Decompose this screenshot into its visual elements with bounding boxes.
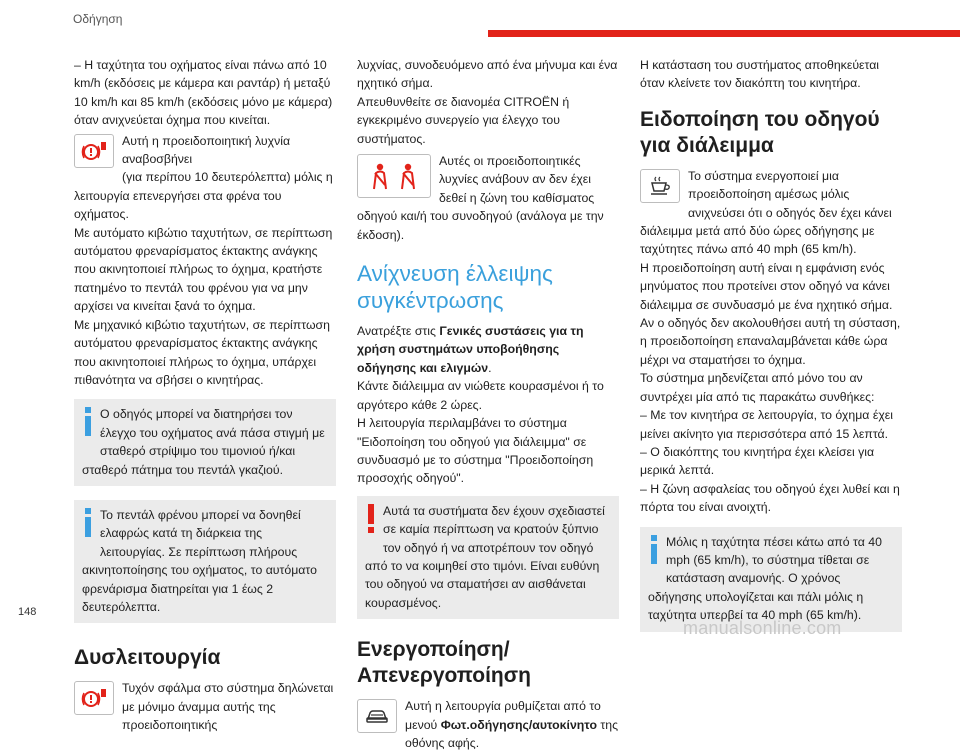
message-paragraph: Η προειδοποίηση αυτή είναι η εμφάνιση ενός μηνύματος που προτείνει στον οδηγό να κάνει διάλειμμα σε συνδυασμό με ένα ηχητικό σήμα.: [640, 260, 893, 312]
warning-note-fatigue-text: Αυτά τα συστήματα δεν έχουν σχεδιαστεί σε καμία περίπτωση να κρατούν ξύπνιο τον οδηγό ή να αποτρέπουν τον οδηγό από το να κοιμηθεί στο τιμόνι. Είναι ευθύνη του οδηγού να σταματήσει αν αισθάνεται κουρασμένος.: [365, 503, 605, 610]
seatbelt-warning-icon: [357, 154, 431, 198]
automatic-gearbox-paragraph: Με αυτόματο κιβώτιο ταχυτήτων, σε περίπτωση αυτόματου φρεναρίσματος έκτακτης ανάγκης που ακινητοποιεί πλήρως το όχημα, κρατήστε πατημένο το πεντάλ του φρένου για να μην αρχίσει να κινείται ξανά το όχημα.: [74, 225, 333, 314]
car-settings-icon: [357, 699, 397, 733]
malfunction-paragraph: Τυχόν σφάλμα στο σύστημα δηλώνεται με μόνιμο άναμμα αυτής της προειδοποιητικής: [122, 681, 334, 733]
speed-condition-paragraph: – Η ταχύτητα του οχήματος είναι πάνω από 10 km/h (εκδόσεις με κάμερα και ραντάρ) ή μεταξύ 10 km/h και 85 km/h (εκδόσεις μόνο με κάμερα) όταν ανιχνεύεται όχημα που κινείται.: [74, 58, 333, 128]
page-number: 148: [18, 606, 37, 618]
info-note-steering-text: Ο οδηγός μπορεί να διατηρήσει τον έλεγχο του οχήματος ανά πάσα στιγμή με σταθερό στρίψιμο του τιμονιού ή/και σταθερό πάτημα του πεντάλ γκαζιού.: [82, 407, 325, 477]
watermark: manualsonline.com: [683, 618, 842, 638]
brake-warning-icon: [74, 681, 114, 715]
state-stored-paragraph: Η κατάσταση του συστήματος αποθηκεύεται όταν κλείνετε τον διακόπτη του κινητήρα.: [640, 58, 880, 91]
repeat-paragraph: Αν ο οδηγός δεν ακολουθήσει αυτή τη σύσταση, η προειδοποίηση επαναλαμβάνεται κάθε ώρα μέχρι να σταματήσει το όχημα.: [640, 316, 901, 367]
malfunction-heading: Δυσλειτουργία: [74, 646, 221, 670]
seatbelt-paragraph: Αυτές οι προειδοποιητικές λυχνίες ανάβουν αν δεν έχει δεθεί η ζώνη του καθίσματος οδηγού και/ή του συνοδηγού (ανάλογα με την έκδοση).: [357, 154, 604, 242]
info-note-brake-pedal: [74, 500, 336, 623]
manual-gearbox-paragraph: Με μηχανικό κιβώτιο ταχυτήτων, σε περίπτωση αυτόματου φρεναρίσματος έκτακτης ανάγκης που ακινητοποιεί πλήρως το όχημα, υπάρχει πιθανότητα να σβήσει ο κινητήρας.: [74, 317, 330, 387]
warning-icon: [365, 504, 377, 540]
header-red-bar: [488, 30, 960, 37]
list-item: – Με τον κινητήρα σε λειτουργία, το όχημα έχει μείνει ακίνητο για περισσότερα από 15 λεπτά.: [640, 408, 893, 441]
activation-heading: Ενεργοποίηση/ Απενεργοποίηση: [357, 638, 531, 688]
list-item: – Η ζώνη ασφαλείας του οδηγού έχει λυθεί και η πόρτα του είναι ανοιχτή.: [640, 481, 900, 515]
column-1: [74, 56, 336, 735]
malfunction-continued-paragraph: λυχνίας, συνοδευόμενο από ένα μήνυμα και ένα ηχητικό σήμα.: [357, 58, 618, 91]
break-alert-heading: Ειδοποίηση του οδηγού για διάλειμμα: [640, 107, 880, 157]
coffee-cup-icon: [640, 169, 680, 203]
break-advice-paragraph: Κάντε διάλειμμα αν νιώθετε κουρασμένοι ή το αργότερο κάθε 2 ώρες.: [357, 379, 604, 412]
brake-warning-icon: [74, 134, 114, 168]
reset-conditions-paragraph: Το σύστημα μηδενίζεται από μόνο του αν συντρέχει μία από τις παρακάτω συνθήκες:: [640, 371, 875, 404]
info-note-standby-text: Μόλις η ταχύτητα πέσει κάτω από τα 40 mph (65 km/h), το σύστημα τίθεται σε κατάσταση αναμονής. Ο χρόνος οδήγησης υπολογίζεται και πάλι μόλις η ταχύτητα υπερβεί τα 40 mph (65 km/h).: [648, 534, 882, 623]
list-item: – Ο διακόπτης του κινητήρα έχει κλείσει για μερικά λεπτά.: [640, 444, 875, 478]
header-section-title: Οδήγηση: [73, 12, 123, 26]
fatigue-detection-heading: Ανίχνευση έλλειψης συγκέντρωσης: [357, 261, 553, 314]
fatigue-reference-paragraph: Ανατρέξτε στις Γενικές συστάσεις για τη χρήση συστημάτων υποβοήθησης οδήγησης και ελιγμών.: [357, 324, 584, 375]
info-note-standby: [640, 527, 902, 632]
info-note-brake-pedal-text: Το πεντάλ φρένου μπορεί να δονηθεί ελαφρώς κατά τη διάρκεια της λειτουργίας. Σε περίπτωση πλήρους ακινητοποίησης του οχήματος, το αυτόματο φρενάρισμα διατηρείται για 1 έως 2 δευτερόλεπτα.: [82, 507, 317, 614]
activation-paragraph: Αυτή η λειτουργία ρυθμίζεται από το μενού Φωτ.οδήγησης/αυτοκίνητο της οθόνης αφής.: [405, 699, 619, 750]
info-icon: [82, 407, 94, 443]
info-icon: [648, 535, 660, 571]
brake-light-paragraph: Αυτή η προειδοποιητική λυχνία αναβοσβήνει (για περίπου 10 δευτερόλεπτα) μόλις η λειτουργία επενεργήσει στα φρένα του οχήματος.: [74, 133, 333, 222]
break-alert-paragraph: Το σύστημα ενεργοποιεί μια προειδοποίηση αμέσως μόλις ανιχνεύσει ότι ο οδηγός δεν έχει κάνει διάλειμμα μετά από δύο ώρες οδήγησης με ταχύτητες πάνω από 40 mph (65 km/h).: [640, 168, 892, 257]
column-3: [640, 56, 902, 642]
warning-note-fatigue: [357, 496, 619, 619]
info-note-steering: [74, 399, 336, 486]
dealer-paragraph: Απευθυνθείτε σε διανομέα CITROËN ή εγκεκριμένο συνεργείο για έλεγχο του συστήματος.: [357, 94, 570, 146]
column-2: [357, 56, 619, 752]
systems-combination-paragraph: Η λειτουργία περιλαμβάνει το σύστημα "Ειδοποίηση του οδηγού για διάλειμμα" σε συνδυασμό με το σύστημα "Προειδοποίηση προσοχής οδηγού".: [357, 416, 594, 486]
info-icon: [82, 508, 94, 544]
